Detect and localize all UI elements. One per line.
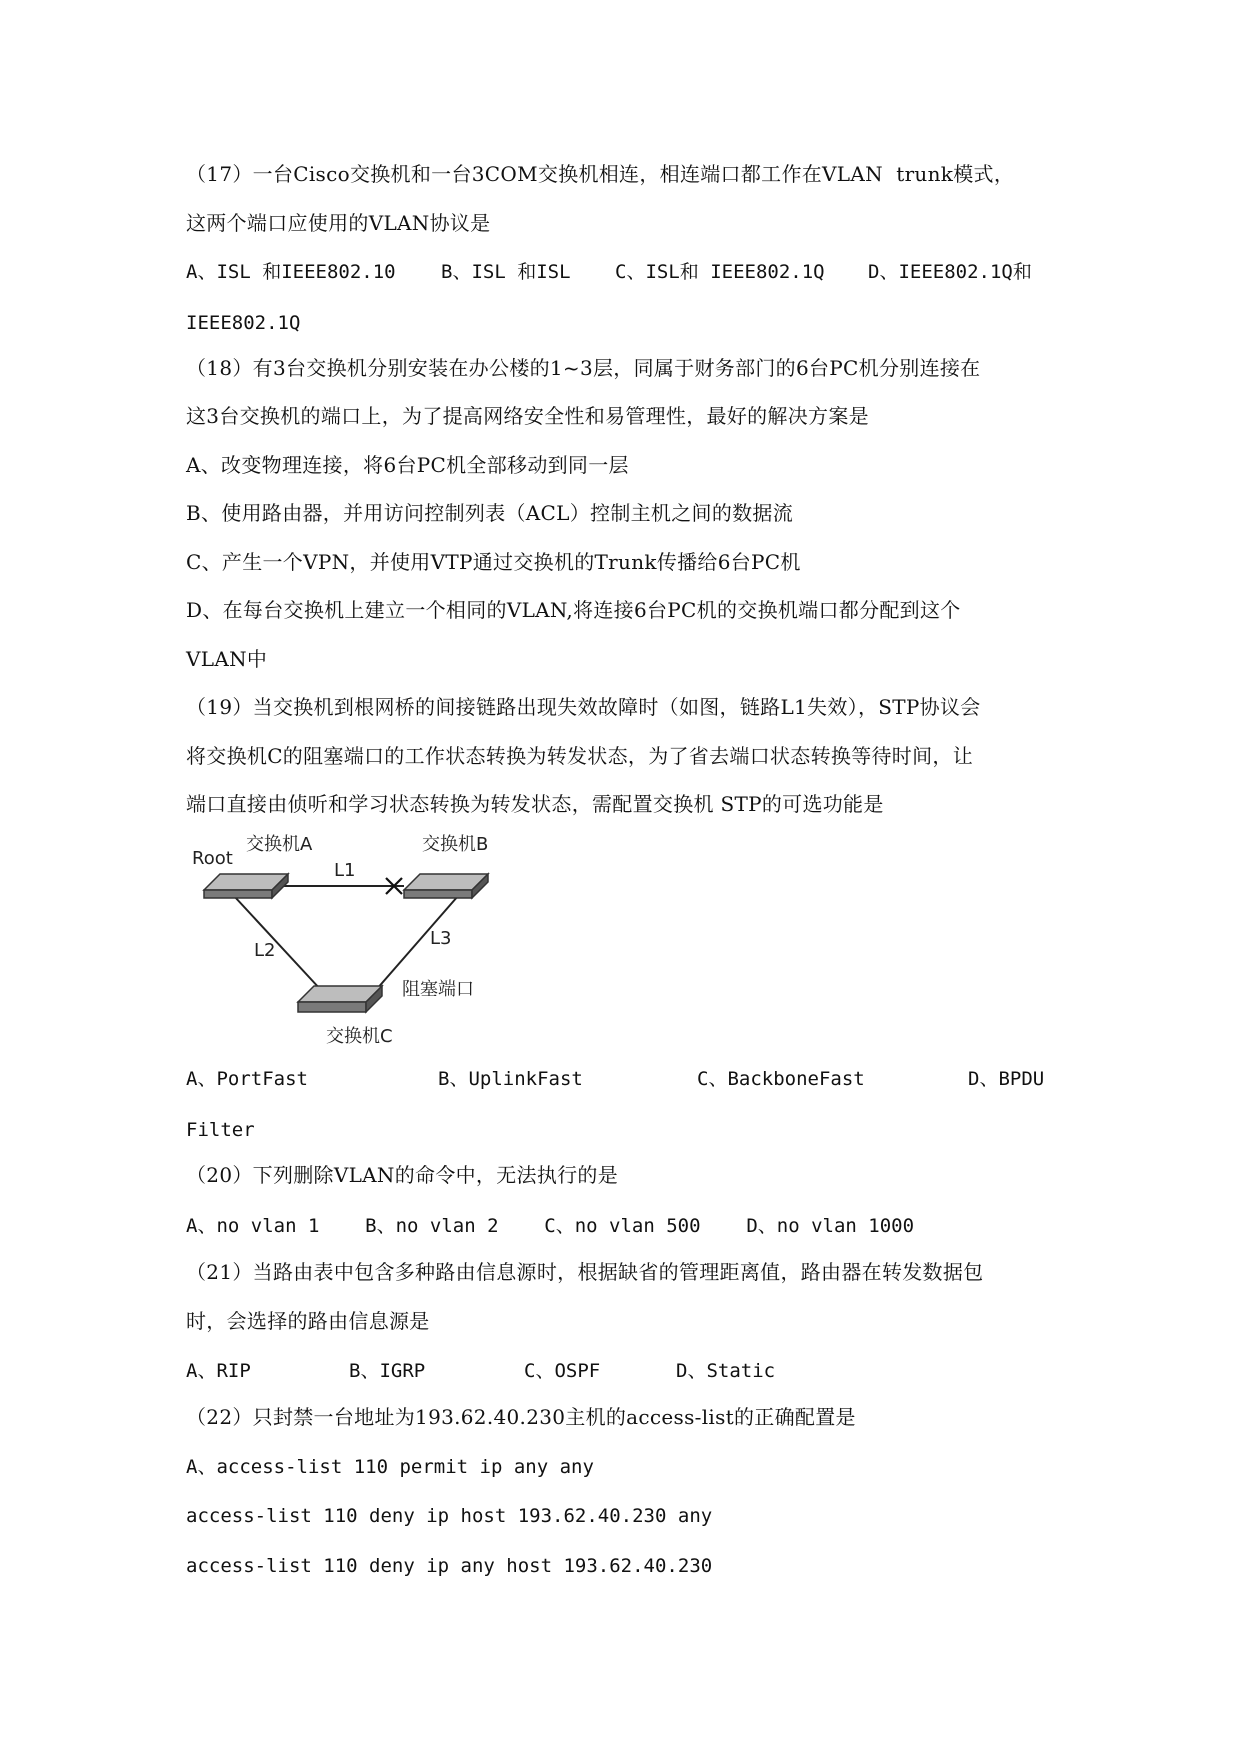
q20-options: A、no vlan 1 B、no vlan 2 C、no vlan 500 D、no vlan 1000 <box>186 1215 915 1237</box>
q17-stem-line1: （17）一台Cisco交换机和一台3COM交换机相连，相连端口都工作在VLAN trunk模式， <box>186 162 1015 186</box>
q18-option-d-line2: VLAN中 <box>186 647 268 671</box>
q21-option-c: C、OSPF <box>524 1360 601 1382</box>
q19-option-b: B、UplinkFast <box>438 1068 583 1090</box>
switch-b-icon <box>404 874 488 898</box>
q19-option-c: C、BackboneFast <box>697 1068 865 1090</box>
q22-option-a-line3: access-list 110 deny ip any host 193.62.40.230 <box>186 1555 713 1577</box>
switch-a-icon <box>204 874 288 898</box>
q19-option-a: A、PortFast <box>186 1068 308 1090</box>
q21-stem-line1: （21）当路由表中包含多种路由信息源时，根据缺省的管理距离值，路由器在转发数据包 <box>186 1260 984 1284</box>
q20-stem: （20）下列删除VLAN的命令中，无法执行的是 <box>186 1163 619 1187</box>
q22-option-a-line1: A、access-list 110 permit ip any any <box>186 1456 594 1478</box>
q17-stem-line2: 这两个端口应使用的VLAN协议是 <box>186 211 491 235</box>
q21-option-a: A、RIP <box>186 1360 251 1382</box>
switch-c-label: 交换机C <box>326 1026 393 1047</box>
q21-option-d: D、Static <box>676 1360 776 1382</box>
q17-option-a: A、ISL 和IEEE802.10 <box>186 261 396 283</box>
q17-option-b: B、ISL 和ISL <box>441 261 571 283</box>
q19-stem-line2: 将交换机C的阻塞端口的工作状态转换为转发状态，为了省去端口状态转换等待时间，让 <box>186 744 974 768</box>
q17-option-c: C、ISL和 IEEE802.1Q <box>615 261 825 283</box>
stp-topology-diagram <box>186 830 526 1060</box>
q18-option-b: B、使用路由器，并用访问控制列表（ACL）控制主机之间的数据流 <box>186 501 794 525</box>
q19-stem-line3: 端口直接由侦听和学习状态转换为转发状态，需配置交换机 STP的可选功能是 <box>186 792 884 816</box>
switch-b-label: 交换机B <box>422 834 489 855</box>
q18-stem-line1: （18）有3台交换机分别安装在办公楼的1~3层，同属于财务部门的6台PC机分别连接在 <box>186 356 981 380</box>
link-l3-label: L3 <box>430 928 452 949</box>
q22-option-a-line2: access-list 110 deny ip host 193.62.40.230 any <box>186 1505 713 1527</box>
switch-a-label: 交换机A <box>246 834 313 855</box>
q22-stem: （22）只封禁一台地址为193.62.40.230主机的access-list的正确配置是 <box>186 1405 856 1429</box>
blocked-port-label: 阻塞端口 <box>402 979 474 1000</box>
q19-stem-line1: （19）当交换机到根网桥的间接链路出现失效故障时（如图，链路L1失效），STP协议会 <box>186 695 981 719</box>
q17-option-d: D、IEEE802.1Q和 <box>868 261 1032 283</box>
q18-option-d-line1: D、在每台交换机上建立一个相同的VLAN,将连接6台PC机的交换机端口都分配到这个 <box>186 598 961 622</box>
q21-option-b: B、IGRP <box>349 1360 426 1382</box>
link-l1-label: L1 <box>334 860 356 881</box>
root-label: Root <box>192 848 233 869</box>
link-l2-label: L2 <box>254 940 276 961</box>
q19-option-d-cont: Filter <box>186 1119 255 1141</box>
q19-option-d: D、BPDU <box>968 1068 1045 1090</box>
q18-option-a: A、改变物理连接，将6台PC机全部移动到同一层 <box>186 453 629 477</box>
q18-option-c: C、产生一个VPN，并使用VTP通过交换机的Trunk传播给6台PC机 <box>186 550 801 574</box>
switch-c-icon <box>298 986 382 1012</box>
q17-option-d-cont: IEEE802.1Q <box>186 312 301 334</box>
q21-stem-line2: 时，会选择的路由信息源是 <box>186 1309 430 1333</box>
link-l2 <box>234 896 321 990</box>
q18-stem-line2: 这3台交换机的端口上，为了提高网络安全性和易管理性，最好的解决方案是 <box>186 404 869 428</box>
